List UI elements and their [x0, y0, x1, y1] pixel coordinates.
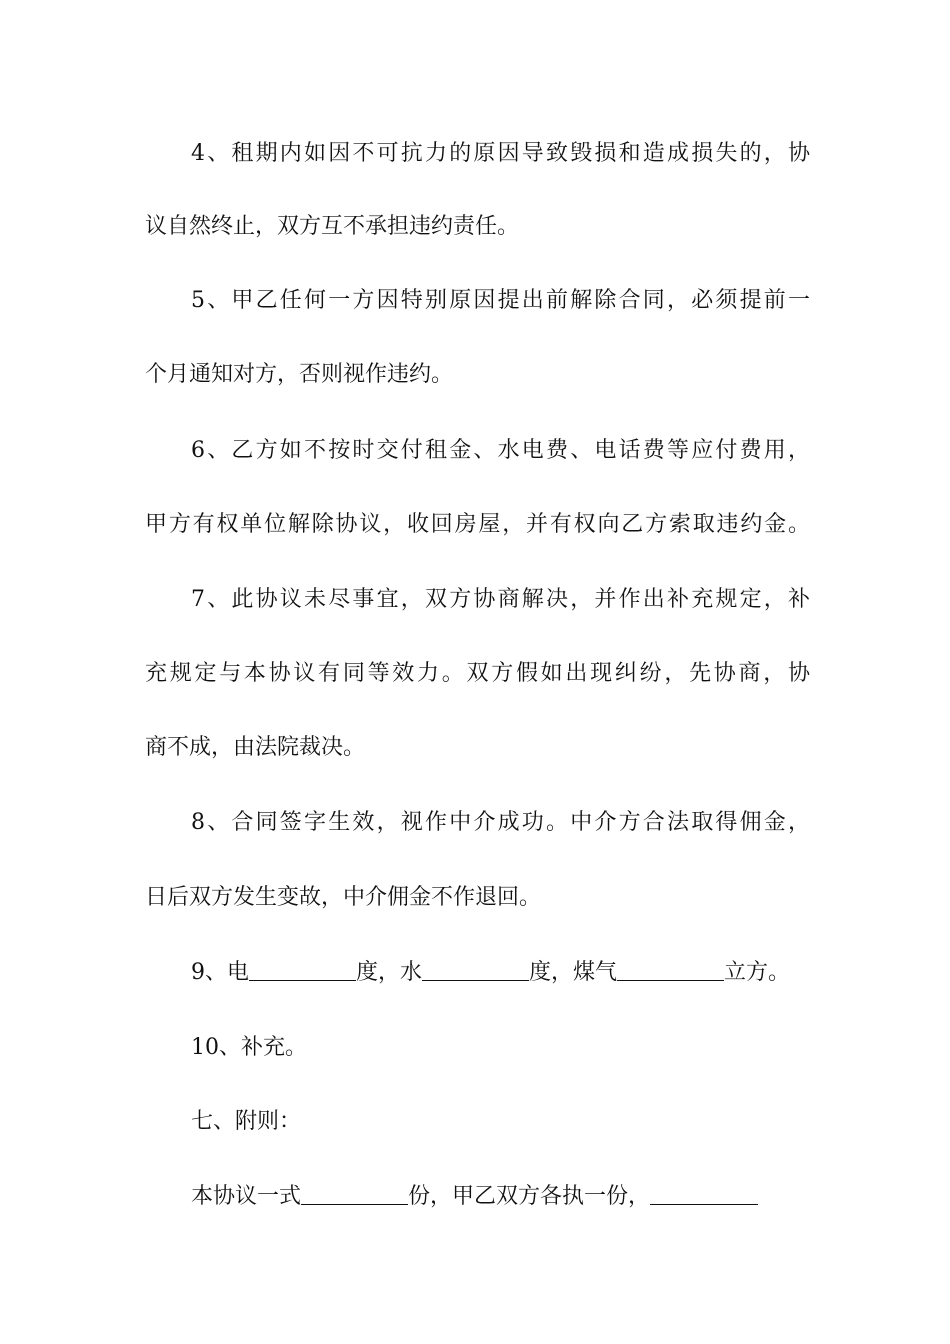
final-prefix: 本协议一式 — [191, 1184, 302, 1209]
clause-4-line-1: 4、租期内如因不可抗力的原因导致毁损和造成损失的，协 — [191, 141, 810, 166]
clause-7-line-2: 充规定与本协议有同等效力。双方假如出现纠纷，先协商，协 — [145, 661, 810, 686]
clause-5-line-1: 5、甲乙任何一方因特别原因提出前解除合同，必须提前一 — [191, 288, 810, 313]
copies-blank — [301, 1182, 408, 1205]
trailing-blank — [650, 1182, 758, 1205]
clause-7-line-1: 7、此协议未尽事宜，双方协商解决，并作出补充规定，补 — [191, 587, 810, 612]
clause-10-supplement: 10、补充。 — [191, 1035, 307, 1060]
water-blank — [422, 958, 529, 981]
clause-7-line-3: 商不成，由法院裁决。 — [145, 735, 366, 760]
clause-4-line-2: 议自然终止，双方互不承担违约责任。 — [145, 214, 520, 239]
gas-unit: 立方。 — [724, 960, 791, 985]
clause-8-line-2: 日后双方发生变故，中介佣金不作退回。 — [145, 885, 542, 910]
clause-9-prefix: 9、电 — [191, 960, 249, 985]
final-middle: 份，甲乙双方各执一份， — [408, 1184, 651, 1209]
electricity-unit: 度，水 — [356, 960, 423, 985]
appendix-heading: 七、附则： — [191, 1109, 302, 1134]
clause-8-line-1: 8、合同签字生效，视作中介成功。中介方合法取得佣金， — [191, 810, 810, 835]
gas-blank — [617, 958, 724, 981]
clause-6-line-1: 6、乙方如不按时交付租金、水电费、电话费等应付费用， — [191, 438, 810, 463]
water-unit: 度，煤气 — [529, 960, 618, 985]
clause-6-line-2: 甲方有权单位解除协议，收回房屋，并有权向乙方索取违约金。 — [145, 512, 810, 537]
final-copies-line — [191, 1182, 810, 1212]
clause-5-line-2: 个月通知对方，否则视作违约。 — [145, 362, 454, 387]
clause-9-utilities — [191, 958, 810, 988]
electricity-blank — [249, 958, 356, 981]
